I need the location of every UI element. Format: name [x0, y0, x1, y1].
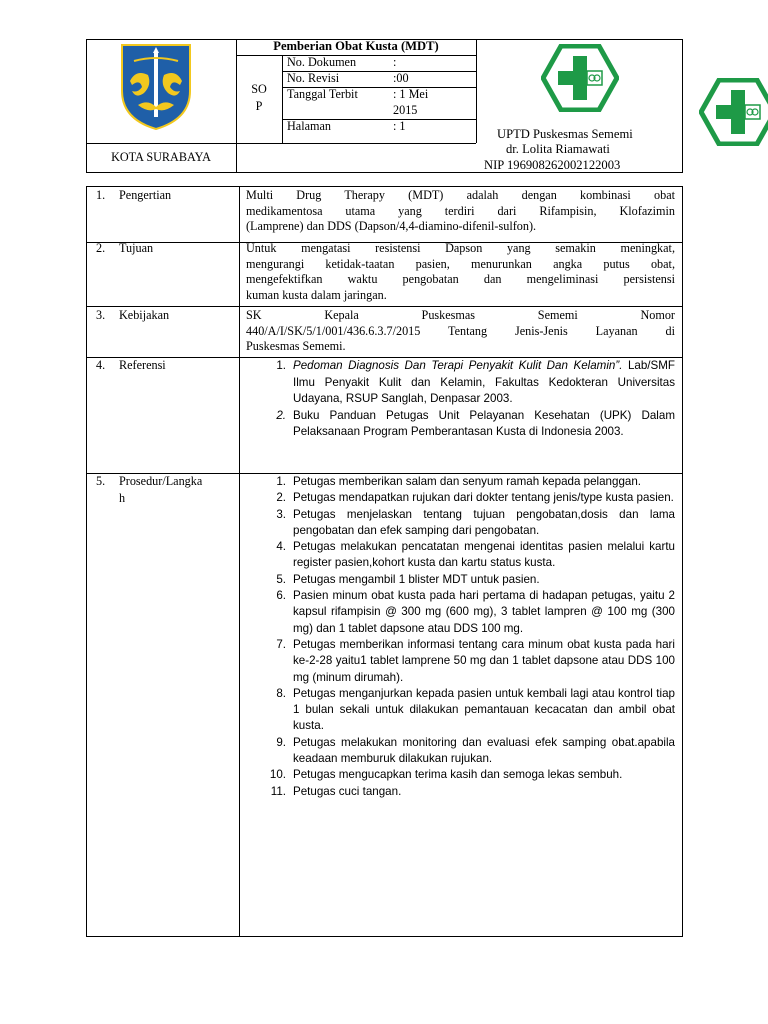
text-line: mengefektifkan waktu pengobatan dan mengeliminasi persistensi [246, 272, 675, 286]
referensi-list [242, 358, 675, 441]
surabaya-crest-logo [118, 41, 194, 131]
step-number: 5. [276, 572, 286, 586]
text-line: kuman kusta dalam jaringan. [246, 287, 387, 302]
divider [87, 306, 682, 307]
text-line: Puskesmas Sememi. [246, 339, 346, 353]
reference-detail: Buku Panduan Petugas Unit Pelayanan Kesehatan (UPK) Dalam Pelaksanaan Program Pemberantasan Kusta di Indonesia 2003. [293, 408, 675, 438]
step-number: 7. [276, 637, 286, 651]
organization-name: UPTD Puskesmas Sememi [497, 127, 633, 141]
reference-item [242, 358, 675, 408]
issue-date-label: Tanggal Terbit [287, 87, 358, 101]
procedure-step [242, 637, 675, 686]
issue-date-value: : 1 Mei [393, 87, 429, 101]
section-number: 1. [96, 188, 106, 202]
reference-number: 2. [276, 408, 286, 422]
text-line: 440/A/I/SK/5/1/001/436.6.3.7/2015 Tentang Jenis-Jenis Layanan di [246, 323, 675, 338]
revision-label: No. Revisi [287, 71, 340, 85]
text-line: SK Kepala Puskesmas Sememi Nomor [246, 308, 675, 322]
reference-item [242, 408, 675, 441]
step-text: Pasien minum obat kusta pada hari pertama di hadapan petugas, yaitu 2 kapsul rifampisin @ 300 mg (600 mg), 3 tablet lampren @ 100 mg (300 mg) dan 1 tablet dapsone atau DDS 100 mg. [293, 589, 675, 635]
divider [282, 55, 283, 143]
page-label: Halaman [287, 119, 331, 133]
section-label-tujuan: Tujuan [119, 241, 154, 255]
text-line: medikamentosa utama yang terdiri dari Rifampisin, Klofazimin [246, 203, 675, 218]
city-label: KOTA SURABAYA [111, 150, 211, 164]
step-text: Petugas melakukan monitoring dan evaluasi efek samping obat.apabila keadaan memburuk dilakukan rujukan. [293, 735, 675, 766]
kebijakan-text [246, 308, 675, 355]
section-number: 5. [96, 474, 106, 488]
section-label-prosedur-cont: h [119, 491, 126, 505]
procedure-step [242, 490, 675, 506]
step-text: Petugas mengucapkan terima kasih dan semoga lekas sembuh. [293, 768, 623, 782]
step-text: Petugas mendapatkan rujukan dari dokter tentang jenis/type kusta pasien. [293, 491, 674, 505]
procedure-step [242, 572, 675, 588]
step-number: 11. [270, 784, 286, 798]
document-title: Pemberian Obat Kusta (MDT) [273, 39, 439, 53]
section-label-prosedur: Prosedur/Langka [119, 474, 203, 488]
sop-label-line1: SO [251, 82, 267, 96]
step-number: 9. [276, 735, 286, 749]
sop-label-line2: P [255, 99, 263, 113]
page-value: : 1 [393, 119, 406, 133]
section-number: 3. [96, 308, 106, 322]
text-line: Multi Drug Therapy (MDT) adalah dengan kombinasi obat [246, 188, 675, 202]
procedure-step [242, 767, 675, 783]
section-label-kebijakan: Kebijakan [119, 308, 170, 322]
tujuan-text [246, 241, 675, 303]
step-number: 10. [269, 768, 286, 782]
step-text: Petugas menjelaskan tentang tujuan pengobatan,dosis dan lama pengobatan dan efek samping dari pengobatan. [293, 507, 675, 537]
section-number: 2. [96, 241, 106, 255]
reference-title: Pedoman Diagnosis Dan Terapi Penyakit Kulit Dan Kelamin”. [293, 359, 623, 372]
step-text: Petugas memberikan informasi tentang cara minum obat kusta pada hari ke-2-28 yaitu1 tablet lamprene 50 mg dan 1 tablet dapsone atau DDS 100 mg (minum dirumah). [293, 637, 675, 684]
section-number: 4. [96, 358, 106, 372]
divider [476, 40, 477, 143]
divider [236, 143, 476, 144]
reference-number: 1. [276, 359, 286, 372]
step-text: Petugas cuci tangan. [293, 784, 402, 798]
doc-no-value: : [393, 55, 397, 69]
procedure-step [242, 474, 675, 490]
divider [239, 187, 240, 936]
text-line: mengurangi ketidak-taatan pasien, menurunkan angka putus obat, [246, 256, 675, 271]
head-nip: NIP 196908262002122003 [484, 158, 621, 172]
section-label-referensi: Referensi [119, 358, 166, 372]
procedure-step [242, 588, 675, 637]
step-number: 6. [276, 589, 286, 603]
procedure-step [242, 784, 675, 800]
puskesmas-logo-secondary [699, 78, 768, 146]
doc-no-label: No. Dokumen [287, 55, 357, 69]
text-line: (Lamprene) dan DDS (Dapson/4,4-diamino-difenil-sulfon). [246, 219, 537, 233]
procedure-step [242, 539, 675, 572]
step-number: 2. [276, 491, 286, 505]
step-number: 3. [276, 507, 286, 521]
step-text: Petugas mengambil 1 blister MDT untuk pasien. [293, 572, 540, 586]
head-name: dr. Lolita Riamawati [506, 142, 610, 156]
section-label-pengertian: Pengertian [119, 188, 172, 202]
revision-value: :00 [393, 71, 409, 85]
issue-year-value: 2015 [393, 103, 418, 117]
pengertian-text [246, 188, 675, 235]
step-text: Petugas memberikan salam dan senyum ramah kepada pelanggan. [293, 475, 642, 488]
step-text: Petugas melakukan pencatatan mengenai identitas pasien melalui kartu register pasien,kohort kusta dan kartu status kusta. [293, 540, 675, 570]
reference-detail: Lab/SMF Ilmu Penyakit Kulit dan Kelamin, Fakultas Kedokteran Universitas Udayana, RSUP Sanglah, Denpasar 2003. [293, 359, 675, 405]
step-text: Petugas menganjurkan kepada pasien untuk kembali lagi atau kontrol tiap 1 bulan sekali untuk dilakukan pemantauan kecacatan dan ambil obat kusta. [293, 686, 675, 733]
procedure-list [242, 474, 675, 800]
divider [87, 143, 236, 144]
procedure-step [242, 507, 675, 540]
puskesmas-logo [541, 44, 619, 112]
step-number: 1. [276, 475, 286, 488]
procedure-step [242, 686, 675, 735]
text-line: Untuk mengatasi resistensi Dapson yang semakin meningkat, [246, 241, 675, 255]
step-number: 8. [276, 686, 286, 700]
step-number: 4. [276, 540, 286, 554]
procedure-step [242, 735, 675, 768]
